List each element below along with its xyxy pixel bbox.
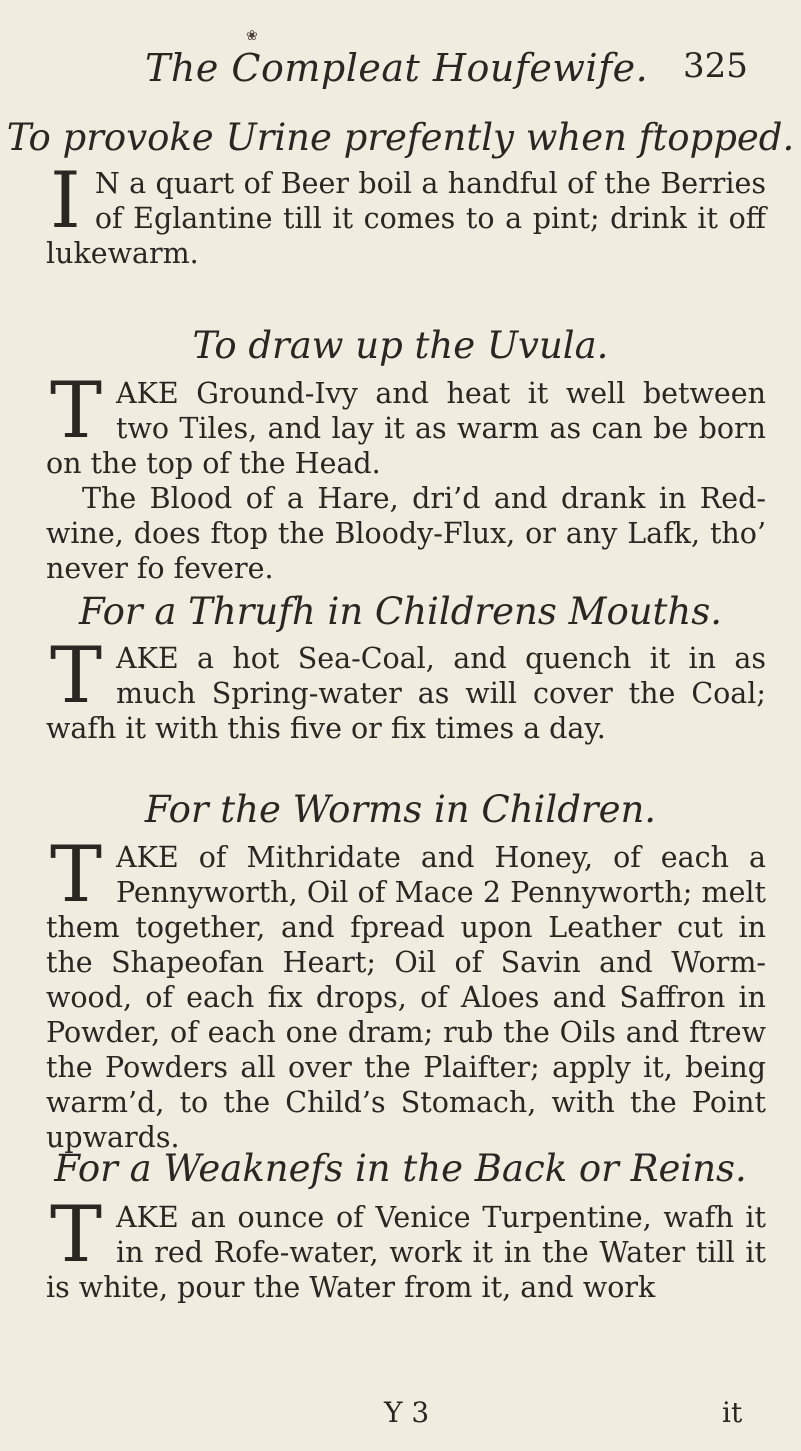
drop-cap: I xyxy=(50,156,81,246)
recipe-paragraph xyxy=(46,366,766,481)
drop-cap: T xyxy=(50,631,103,721)
section-heading: To provoke Urine prefently when ftopped. xyxy=(6,116,795,159)
page-number: 325 xyxy=(683,46,748,86)
recipe-text: AKE Ground-Ivy and heat it well between two Tiles, and lay it as warm as can be born on the top of the Head. xyxy=(46,377,766,480)
section-heading: To draw up the Uvula. xyxy=(192,324,609,367)
recipe-text: AKE a hot Sea-Coal, and quench it in as much Spring-water as will cover the Coal; wafh it with this five or fix times a day. xyxy=(46,642,766,745)
recipe-paragraph xyxy=(46,830,766,1155)
ornament-icon: ❀ xyxy=(246,28,258,44)
signature-mark: Y 3 xyxy=(384,1396,430,1429)
section-heading: For a Weaknefs in the Back or Reins. xyxy=(54,1147,747,1190)
recipe-paragraph xyxy=(46,481,766,586)
recipe-text: AKE of Mithridate and Honey, of each a Pennyworth, Oil of Mace 2 Pennyworth; melt them together, and fpread upon Leather cut in the Shapeofan Heart; Oil of Savin and Worm-wood, of each fix drops, of Aloes and Saffron in Powder, of each one dram; rub the Oils and ftrew the Powders all over the Plaifter; apply it, being warm’d, to the Child’s Stomach, with the Point upwards. xyxy=(46,841,766,1154)
section-heading: For a Thrufh in Childrens Mouths. xyxy=(78,590,723,633)
drop-cap: T xyxy=(50,1190,103,1280)
catchword: it xyxy=(722,1396,743,1429)
drop-cap: T xyxy=(50,830,103,920)
recipe-paragraph xyxy=(46,156,766,271)
drop-cap: T xyxy=(50,366,103,456)
recipe-paragraph xyxy=(46,631,766,746)
recipe-text: The Blood of a Hare, dri’d and drank in Red-wine, does ftop the Bloody-Flux, or any Lafk, tho’ never fo fevere. xyxy=(46,482,766,585)
recipe-text: AKE an ounce of Venice Turpentine, wafh it in red Rofe-water, work it in the Water till it is white, pour the Water from it, and work xyxy=(46,1201,766,1304)
recipe-text: N a quart of Beer boil a handful of the Berries of Eglantine till it comes to a pint; drink it off lukewarm. xyxy=(46,167,766,270)
running-head-title: The Compleat Houfewife. xyxy=(145,46,649,90)
running-head xyxy=(0,28,801,106)
recipe-paragraph xyxy=(46,1190,766,1305)
section-heading: For the Worms in Children. xyxy=(144,788,657,831)
